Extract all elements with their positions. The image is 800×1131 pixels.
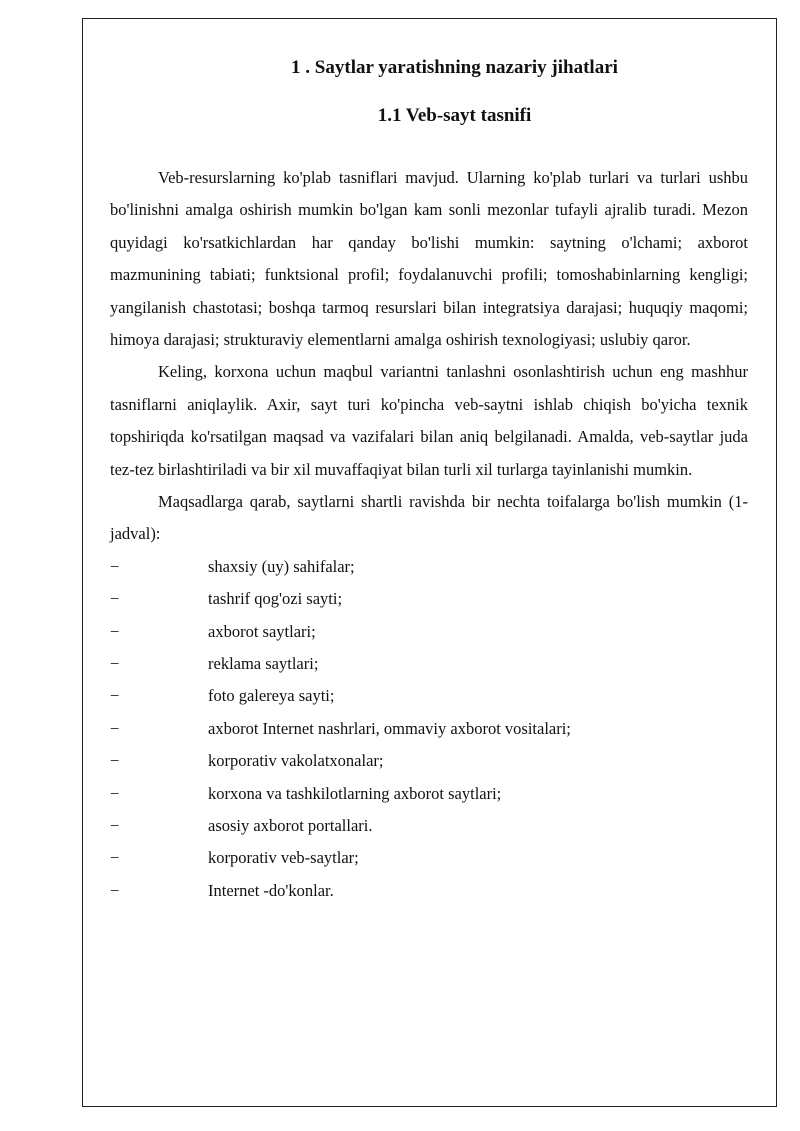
list-item (110, 648, 748, 680)
list-item-text: reklama saytlari; (208, 654, 319, 674)
section-title: 1.1 Veb-sayt tasnifi (377, 105, 532, 126)
list-item (110, 551, 748, 583)
list-item-text: korporativ veb-saytlar; (208, 848, 359, 868)
list-item-text: Internet -do'konlar. (208, 880, 334, 900)
list-dash: − (110, 880, 120, 900)
list-item (110, 680, 748, 712)
list-item (110, 616, 748, 648)
site-types-list (110, 551, 748, 907)
list-item (110, 842, 748, 874)
list-item (110, 778, 748, 810)
list-item-text: shaxsiy (uy) sahifalar; (208, 556, 355, 576)
list-item-text: korporativ vakolatxonalar; (208, 751, 384, 771)
list-dash: − (110, 783, 120, 803)
list-dash: − (110, 718, 120, 738)
body-text (110, 162, 748, 907)
list-item (110, 713, 748, 745)
list-dash: − (110, 556, 120, 576)
paragraph: Keling, korxona uchun maqbul variantni tanlashni osonlashtirish uchun eng mashhur tasniflarni aniqlaylik. Axir, sayt turi ko'pincha veb-saytni ishlab chiqish bo'yicha texnik topshiriqda ko'rsatilgan maqsad va vazifalari bilan aniq belgilanadi. Amalda, veb-saytlar juda tez-tez birlashtiriladi va bir xil muvaffaqiyat bilan turli xil turlarga tayinlanishi mumkin. (110, 362, 748, 479)
list-dash: − (110, 621, 120, 641)
list-dash: − (110, 751, 120, 771)
list-item-text: korxona va tashkilotlarning axborot saytlari; (208, 783, 502, 803)
list-dash: − (110, 589, 120, 609)
list-item (110, 810, 748, 842)
chapter-title: 1 . Saytlar yaratishning nazariy jihatlari (291, 57, 618, 78)
list-dash: − (110, 848, 120, 868)
list-item-text: axborot Internet nashrlari, ommaviy axborot vositalari; (208, 718, 571, 738)
list-item-text: tashrif qog'ozi sayti; (208, 589, 343, 609)
list-item-text: asosiy axborot portallari. (208, 816, 373, 835)
list-item-text: foto galereya sayti; (208, 686, 335, 706)
list-item (110, 583, 748, 615)
list-dash: − (110, 816, 120, 835)
list-item-text: axborot saytlari; (208, 621, 316, 641)
paragraph: Veb-resurslarning ko'plab tasniflari mavjud. Ularning ko'plab turlari va turlari ushbu bo'linishni amalga oshirish mumkin bo'lgan kam sonli mezonlar tufayli ajralib turadi. Mezon quyidagi ko'rsatkichlardan har qanday bo'lishi mumkin: saytning o'lchami; axborot mazmunining tabiati; funktsional profil; foydalanuvchi profili; tomoshabinlarning kengligi; yangilanish chastotasi; boshqa tarmoq resurslari bilan integratsiya darajasi; huquqiy maqomi; himoya darajasi; strukturaviy elementlarni amalga oshirish texnologiyasi; uslubiy qaror. (110, 168, 748, 350)
list-dash: − (110, 686, 120, 706)
list-item (110, 875, 748, 907)
list-item (110, 745, 748, 777)
list-dash: − (110, 654, 120, 674)
paragraph: Maqsadlarga qarab, saytlarni shartli ravishda bir nechta toifalarga bo'lish mumkin (1-jadval): (110, 492, 748, 544)
